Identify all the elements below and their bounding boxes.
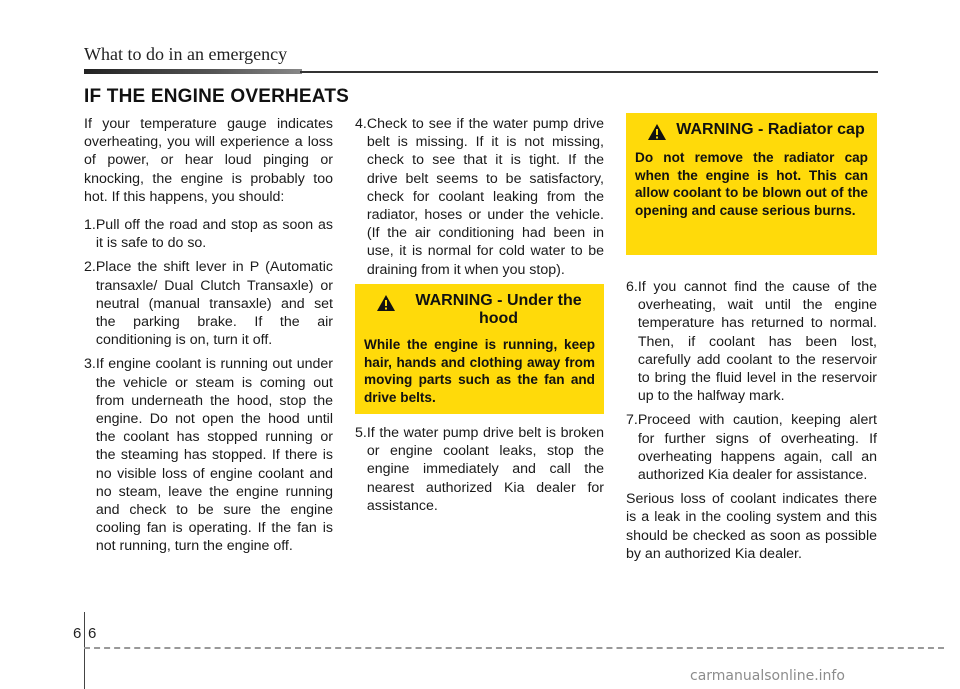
list-item — [626, 411, 877, 484]
warning-box-radiator-cap — [626, 113, 877, 255]
page-number: 6 — [88, 625, 97, 642]
list-item-number: 7. — [626, 412, 638, 429]
watermark: carmanualsonline.info — [690, 668, 845, 684]
header-rule-line — [300, 71, 878, 73]
column-3 — [626, 278, 877, 563]
list-item-number: 3. — [84, 356, 96, 373]
warning-triangle-icon — [647, 123, 667, 141]
list-item-text: Proceed with caution, keeping alert for further signs of overheating. If overheating happens again, call an authorized Kia dealer for assistance. — [637, 412, 877, 484]
header-rule — [84, 69, 302, 74]
warning-header — [635, 121, 868, 141]
list-item-number: 2. — [84, 259, 96, 276]
list-item-number: 4. — [355, 116, 367, 132]
intro-paragraph: If your temperature gauge indicates overheating, you will experience a loss of power, or hear loud pinging or knocking, the engine is probably too hot. If this happens, you should: — [84, 116, 333, 205]
section-number: 6 — [73, 625, 82, 642]
warning-body: Do not remove the radiator cap when the engine is hot. This can allow coolant to be blown out of the opening and cause serious burns. — [635, 150, 868, 218]
footer-divider — [84, 612, 85, 689]
list-item — [84, 355, 333, 555]
warning-triangle-icon — [376, 294, 396, 312]
list-item-text: Place the shift lever in P (Automatic transaxle/ Dual Clutch Transaxle) or neutral (manual transaxle) and set the parking brake. If the air conditioning is on, turn it off. — [95, 259, 333, 349]
list-item-number: 5. — [355, 425, 367, 441]
closing-paragraph: Serious loss of coolant indicates there is a leak in the cooling system and this should be checked as soon as possible by an authorized Kia dealer. — [626, 491, 877, 562]
list-item — [84, 216, 333, 252]
chapter-title: What to do in an emergency — [84, 44, 288, 64]
list-item-text: If you cannot find the cause of the overheating, wait until the engine temperature has returned to normal. Then, if coolant has been lost, carefully add coolant to the reservoir to bring the fluid level in the reservoir up to the halfway mark. — [637, 279, 877, 405]
list-item-number: 6. — [626, 279, 638, 295]
list-item-text: Pull off the road and stop as soon as it is safe to do so. — [95, 217, 333, 252]
column-2 — [355, 115, 604, 279]
warning-header — [364, 292, 595, 328]
section-title: IF THE ENGINE OVERHEATS — [84, 86, 349, 107]
list-item — [84, 258, 333, 349]
warning-box-hood — [355, 284, 604, 414]
warning-title: WARNING - Radiator cap — [676, 121, 865, 138]
list-item — [626, 278, 877, 405]
list-item — [355, 115, 604, 279]
list-item-text: Check to see if the water pump drive belt is missing. If it is not missing, check to see that it is tight. If the drive belt seems to be satisfactory, check for coolant leaking from the radiator, hoses or under the vehicle. (If the air conditioning had been in use, it is normal for cold water to be draining from it when you stop). — [366, 116, 604, 278]
column-2-lower — [355, 424, 604, 515]
warning-body: While the engine is running, keep hair, hands and clothing away from moving parts such as the fan and drive belts. — [364, 337, 595, 405]
list-item-text: If engine coolant is running out under the vehicle or steam is coming out from underneath the hood, stop the engine. Do not open the hood until the coolant has stopped running or the steaming has stopped. If there is no visible loss of engine coolant and no steam, leave the engine running and check to be sure the engine cooling fan is operating. If the fan is not running, turn the engine off. — [95, 356, 333, 555]
column-1 — [84, 115, 333, 556]
warning-title: WARNING - Under the hood — [415, 292, 582, 327]
list-item — [355, 424, 604, 515]
footer-dashed-rule — [84, 647, 944, 649]
list-item-number: 1. — [84, 217, 96, 234]
list-item-text: If the water pump drive belt is broken or engine coolant leaks, stop the engine immediately and call the nearest authorized Kia dealer for assistance. — [366, 425, 604, 514]
